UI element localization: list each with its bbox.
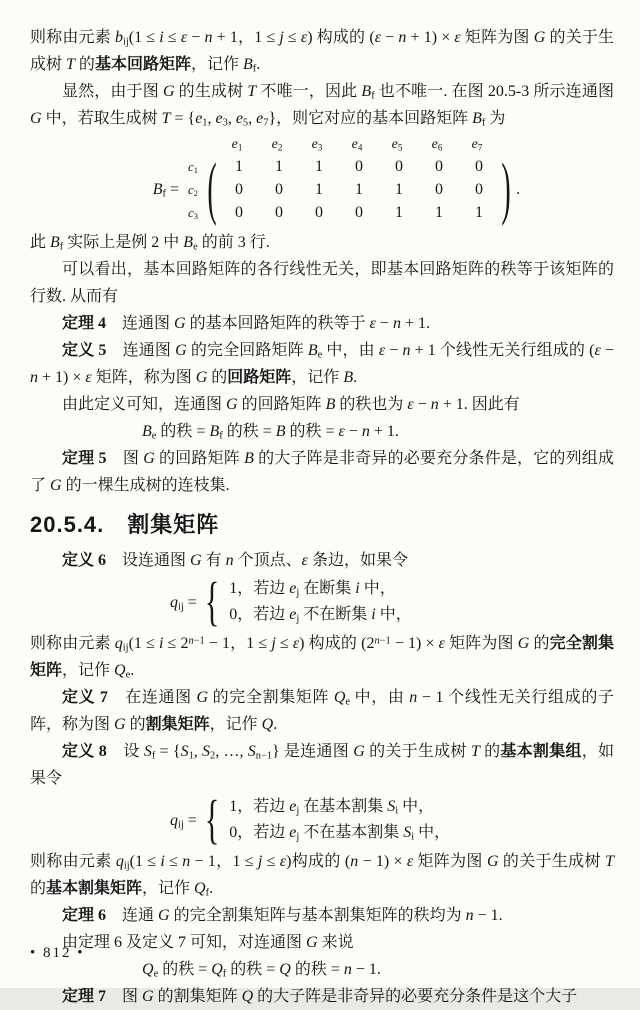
left-brace-icon: { (204, 572, 220, 632)
matrix-row-label: $c_1$ (188, 159, 198, 176)
matrix-row-label: $c_2$ (188, 182, 198, 199)
matrix-value: 1 (355, 181, 363, 198)
matrix-row (219, 155, 499, 178)
matrix-value: 0 (475, 158, 483, 175)
para-rank-note: 由定理 6 及定义 7 可知，对连通图 G 来说 (62, 934, 354, 951)
para-basic-circuit-matrix-def: 则称由元素 $b_{ij}(1 \le i \le \varepsilon - n + 1$，1 ≤ j ≤ ε) 构成的 (ε − n + 1) × ε 矩阵为图 G 的关于生成树 T 的基本回路矩阵，记作 $B_f$. (30, 29, 614, 75)
matrix-row-labels (181, 155, 205, 224)
case-row: 1，若边 $e_j$ 在断集 i 中， (229, 580, 396, 599)
para-definition-8: 定义 8 设 $S_f = \{S_1$, $S_2$, …, $S_{n-1}$} 是连通图 G 的关于生成树 T 的基本割集组，如果令 (30, 743, 614, 787)
case-row: 1，若边 $e_j$ 在基本割集 $S_i$ 中， (229, 798, 435, 817)
cases-rows (229, 576, 412, 628)
matrix-value: 1 (275, 158, 283, 175)
para-complete-cutset-matrix: 则称由元素 $q_{ij}(1 \le i \le 2^{n-1} - 1$，1 ≤ j ≤ ε) 构成的 $(2^{n-1} - 1) \times \varepsilon$ 矩阵为图 G 的完全割集矩阵，记作 $Q_e$. (30, 635, 614, 681)
qij-fundamental-cutset-cases (170, 790, 614, 850)
case-row: 0，若边 $e_j$ 不在断集 i 中， (229, 606, 412, 625)
matrix-value: 1 (315, 181, 323, 198)
matrix-value: 0 (315, 204, 323, 221)
para-matrix-remark: 此 $B_f$ 实际上是例 2 中 $B_e$ 的前 3 行. (30, 234, 270, 253)
matrix-col-headers (217, 135, 614, 155)
matrix-row (219, 178, 499, 201)
section-heading-20-5-4: 20.5.4. 割集矩阵 (30, 512, 220, 537)
matrix-col-header: $e_3$ (311, 137, 323, 153)
matrix-value: 0 (355, 204, 363, 221)
para-fundamental-cutset-matrix: 则称由元素 $q_{ij}(1 \le i \le n - 1$，1 ≤ j ≤ ε)构成的 (n − 1) × ε 矩阵为图 G 的关于生成树 T 的基本割集矩阵，记作 $Q_f$. (30, 853, 614, 899)
para-rank-corollary: 由此定义可知，连通图 G 的回路矩阵 B 的秩也为 ε − n + 1. 因此有 (62, 396, 520, 413)
matrix-value: 0 (355, 158, 363, 175)
case-row: 0，若边 $e_j$ 不在基本割集 $S_i$ 中， (229, 824, 451, 843)
matrix-value: 0 (435, 181, 443, 198)
matrix-value: 0 (475, 181, 483, 198)
matrix-row-label: $c_3$ (188, 205, 198, 222)
matrix-col-header: $e_7$ (471, 137, 483, 153)
matrix-row (219, 201, 499, 224)
cases-rows (229, 794, 450, 846)
matrix-value: 0 (275, 204, 283, 221)
matrix-value: 0 (395, 158, 403, 175)
matrix-value: 1 (395, 204, 403, 221)
matrix-col-header: $e_2$ (271, 137, 283, 153)
para-theorem-4: 定理 4 连通图 G 的基本回路矩阵的秩等于 ε − n + 1. (62, 315, 430, 332)
para-example-intro: 显然，由于图 G 的生成树 T 不唯一，因此 $B_f$ 也不唯一. 在图 20.5-3 所示连通图 G 中，若取生成树 $T = \{e_1$, $e_3$, $e_5$, $e_7$}，则它对应的基本回路矩阵 $B_f$ 为 (30, 83, 614, 129)
matrix-value: 0 (235, 181, 243, 198)
matrix-period: . (516, 181, 520, 198)
left-paren: ( (207, 150, 217, 229)
cases-lhs: $q_{ij}$ = (170, 811, 197, 831)
right-paren: ) (501, 150, 511, 229)
matrix-col-header: $e_5$ (391, 137, 403, 153)
para-definition-7: 定义 7 在连通图 G 的完全割集矩阵 $Q_e$ 中，由 n − 1 个线性无关行组成的子阵，称为图 G 的割集矩阵，记作 Q. (30, 689, 614, 733)
left-brace-icon: { (204, 790, 220, 850)
matrix-value: 0 (275, 181, 283, 198)
matrix-value: 1 (395, 181, 403, 198)
matrix-lhs: $B_f$ = (152, 181, 179, 200)
matrix-value: 0 (235, 204, 243, 221)
para-theorem-5: 定理 5 图 G 的回路矩阵 B 的大子阵是非奇异的必要充分条件是，它的列组成了 G 的一棵生成树的连枝集. (30, 450, 614, 494)
para-rank-observation: 可以看出，基本回路矩阵的各行线性无关，即基本回路矩阵的秩等于该矩阵的行数. 从而有 (30, 261, 614, 305)
qij-cutset-cases (170, 572, 614, 632)
page-number: • 812 • (30, 945, 85, 961)
para-definition-5: 定义 5 连通图 G 的完全回路矩阵 $B_e$ 中，由 ε − n + 1 个线性无关行组成的 (ε − n + 1) × ε 矩阵，称为图 G 的回路矩阵，记作 B. (30, 342, 614, 386)
matrix-col-header: $e_6$ (431, 137, 443, 153)
matrix-col-header: $e_4$ (351, 137, 363, 153)
matrix-value: 1 (315, 158, 323, 175)
matrix-value: 1 (235, 158, 243, 175)
para-definition-6: 定义 6 设连通图 G 有 n 个顶点、ε 条边，如果令 (62, 552, 408, 569)
rank-equation-circuit: $B_e$ 的秩 = $B_f$ 的秩 = B 的秩 = ε − n + 1. (142, 423, 399, 442)
cases-lhs: $q_{ij}$ = (170, 593, 197, 613)
matrix-value: 1 (475, 204, 483, 221)
para-theorem-6: 定理 6 连通 G 的完全割集矩阵与基本割集矩阵的秩均为 n − 1. (62, 907, 503, 924)
matrix-col-header: $e_1$ (231, 137, 243, 153)
fundamental-circuit-matrix (115, 135, 614, 229)
rank-equation-cutset: $Q_e$ 的秩 = $Q_f$ 的秩 = Q 的秩 = n − 1. (142, 961, 381, 980)
matrix-values (219, 155, 499, 224)
para-theorem-7: 定理 7 图 G 的割集矩阵 Q 的大子阵是非奇异的必要充分条件是这个大子 (62, 988, 578, 1005)
matrix-value: 0 (435, 158, 443, 175)
matrix-value: 1 (435, 204, 443, 221)
